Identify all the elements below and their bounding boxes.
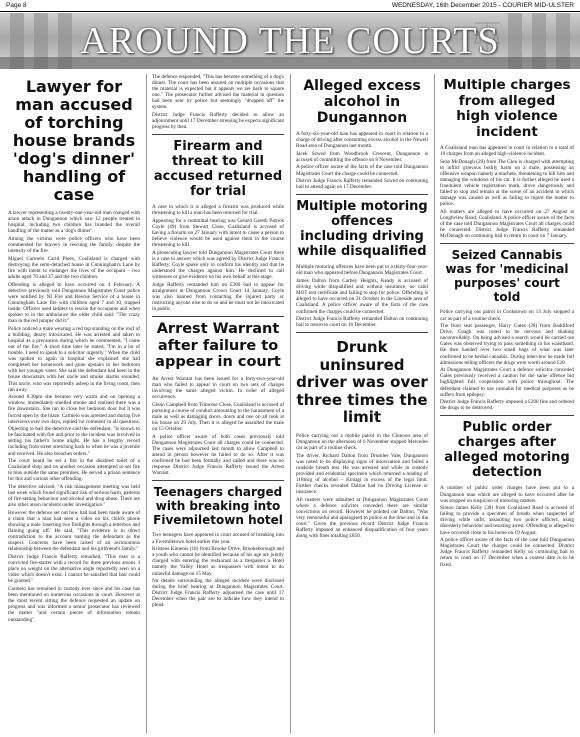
- story-multiple: [440, 78, 574, 239]
- paragraph: Police carrying out patrol in Cookstown on 13 July stopped a car as part of a routine check.: [440, 309, 574, 322]
- paragraph: A lawyer representing a twenty-one-year-old man charged with arson attack in Dungannon which saw 12 people treated in hospital, including two children has branded the overall handling of the matter as a 'dog's dinner'.: [8, 210, 140, 235]
- paragraph: All matters are alleged to have occurred on 27 August at Loughview Road, Coalisland. A police officer aware of the facts of the case told Dungannon Magistrates Court all charges could be connected. District Judge Francis Rafferty remanded McDonagh on continuing bail to return to court on 7 January.: [440, 208, 574, 240]
- paragraph: A Coalisland man has appeared in court in relation to a total of 10 charges from an alleged high-violence incident.: [440, 145, 574, 158]
- column-rule: [146, 74, 147, 733]
- headline: Firearm and threat to kill accused returned for trial: [153, 139, 283, 200]
- paragraph: A police officer aware of both cases previously told Dungannon Magistrates Court all charges could be connected. The cases were adjourned last month to allow Campbell to attend in person however he failed to do so. After it was confirmed he had been formally and called and there was no response District Judge Francis Rafferty issued the Arrest Warrant.: [152, 433, 284, 477]
- headline: Drunk uninsured driver was over three times the limit: [296, 338, 428, 427]
- column-4: [440, 74, 574, 569]
- story-lawyer: [8, 78, 140, 623]
- story-divider: [152, 134, 284, 135]
- paragraph: The court heard he set a fire in the disabled toilet of a Coalisland shop and on another occasion attempted to set fire to bins outside the same premises. He served a prison sentence for this and various other offending.: [8, 458, 140, 483]
- paragraph: Police carrying out a mobile patrol in the Clonoon area of Dungannon on the afternoon of 6 November stopped Mercedes car as part of a routine check.: [296, 432, 428, 451]
- paragraph: District Judge Francis Rafferty decided to allow an adjournment until 17 December stressing he expects significant progress by then.: [152, 112, 284, 131]
- paragraph: Kristens Kimenis (18) from Brooke Drive, Brookeborough and a youth who cannot be identified because of his age are jointly charged with entering the restaurant as a trespasser a Hotel namely the Valley Hotel as trespassers with intent to do unlawful damage on 15 May.: [152, 546, 284, 577]
- paragraph: Judge Rafferty remanded him on £300 bail to appear for arraignment at Dungannon Crown Court 14 January. Coyle was also banned from contacting the injured party or instructing anyone else to do so and he must not be intoxicated in public.: [152, 281, 284, 313]
- paragraph: At Dungannon Magistrates Court a defence solicitor conceded Gates previously received a caution for the same offence but highlighted full cooperation with police throughout. The defendant claimed to use cannabis for medical purposes as he suffers from epilepsy.: [440, 367, 574, 398]
- story-divider: [440, 243, 574, 244]
- issue-date: WEDNESDAY, 16th December 2015 - COURIER MID-ULSTER: [391, 2, 574, 9]
- headline: Seized Cannabis was for 'medicinal purposes' court told: [445, 248, 569, 305]
- headline: Arrest Warrant after failure to appear in court: [155, 321, 281, 371]
- headline: Public order charges after alleged motoring detection: [444, 420, 570, 481]
- story-drunk: [296, 339, 428, 539]
- headline: Multiple charges from alleged high violence incident: [443, 77, 571, 140]
- headline: Teenagers charged with breaking into Fivemiletown hotel: [153, 485, 283, 528]
- story-arrest: [152, 321, 284, 476]
- paragraph: James Dalton from Carbey Heights, Keady is accused of driving while disqualified and without insurance, no valid MOT test certificate and failing to stop for police. Offending is alleged to have occurred on 31 October in the Lineside area of Coalisland. A police officer aware of the facts of the case confirmed the charges could be connected.: [296, 278, 428, 315]
- paragraph: A prosecuting lawyer told Dungannon Magistrates Court there is a case to answer which was agreed by District Judge Francis Rafferty. Coyle spoke only to confirm his identity and that he understood the charges against him. He declined to call witnesses or give evidence on his own behalf at this stage.: [152, 250, 284, 281]
- page-header: [0, 0, 580, 12]
- paragraph: Multiple motoring offences have been put to a thirty-four-year-old man who appeared before Dungannon Magistrates Court.: [296, 264, 428, 277]
- paragraph: However the defence set out how bail had been made aware of a claim that a man had seen a video on his child's phone showing a male 'inserting two firelights through a letterbox and flaming going off.' He said, "This evidence is in direct contradiction to the account naming the defendant as the suspect. Concerns have been raised of an acrimonious relationship between the defendant and his girlfriend's family.": [8, 509, 140, 553]
- paragraph: District Judge Francis Rafferty remanded Dalton on continuing bail to return to court on 16 December.: [296, 316, 428, 329]
- paragraph: District Judge Francis Rafferty imposed a £200 fine and ordered the drugs to be destroyed.: [440, 399, 574, 412]
- paragraph: No details surrounding the alleged incident were disclosed during the brief hearing at Dungannon Magistrates Court. District Judge Francis Rafferty adjourned the case until 17 December when the pair are to indicate how they intend to plead.: [152, 578, 284, 609]
- paragraph: Objecting to bail the detective said the defendant, "Is known to be fascinated with fire and prior to the incident was involved in setting his father's home alight. He has a lengthy record including from street stretching back to when he was a juvenile and received. He also breaches orders.": [8, 426, 140, 457]
- story-divider: [296, 332, 428, 333]
- story-divider: [152, 316, 284, 317]
- banner-title: AROUND THE COURTS: [80, 20, 500, 62]
- paragraph: Around 8.30pm she became very warm and on opening a window, immediately smelled smoke and realised there was a fire downstairs. She ran to close her bedroom door but it was forced open by the blaze. Carmelo was arrested and during five interviews over two days, replied 'no comment' to all questions.: [8, 394, 140, 425]
- header-rule: [0, 11, 580, 12]
- paragraph: The detective advised, "A risk management meeting was held last week which found significant risk of serious harm, patterns of fire-setting behaviour and alcohol and drug abuse. There are also other arson incidents under investigation.": [8, 484, 140, 509]
- headline: Multiple motoring offences including driving while disqualified: [296, 199, 428, 260]
- story-public: [440, 420, 574, 567]
- paragraph: District Judge Francis Rafferty remarked, "This man is a convicted fire-starter with a record for three previous arsons. I place no weight on the alternative angle reportedly seen on a video which doesn't exist. I cannot be satisfied that bail could be granted.": [8, 554, 140, 585]
- paragraph: A number of public order charges have been put to a Dungannon man which are alleged to have occurred after he was stopped on suspicion of motoring matters.: [440, 485, 574, 504]
- paragraph: Jacek Szwed from Woodbrook Crescent, Dungannon is accused of committing the offence on 8 November.: [296, 150, 428, 163]
- story-teens: [152, 485, 284, 608]
- paragraph: Appearing for a committal hearing was Gerard Gareth Patrick Coyle (49) from Stewart Close, Coalisland is accused of having a firearm on 27 January with intent to cause a person to believe violence would be used against them in the course threatening to kill.: [152, 218, 284, 249]
- paragraph: A police officer aware of the facts of the case told Dungannon Magistrates Court the charges could be connected. District Judge Francis Rafferty remanded Kelly on continuing bail to return to court on 17 December when a contest date is to be fixed.: [440, 537, 574, 568]
- story-cannabis: [440, 248, 574, 411]
- paragraph: The defence responded, "This has become something of a dog's dinner. The court has been assured on multiple occasions that the material is expected but it appears we are back to square one." The prosecutor further advised the material in question had been sent by police but seemingly "dropped off" the system.: [152, 74, 284, 111]
- paragraph: Offending is alleged to have occurred on 4 February. A detective previously told Dungannon Magistrates Court police were notified by NI Fire and Rescue Service of a house in Cunningham Lane fire with children aged 7 and 10, trapped inside. Officers used ladders to rescue the occupants and when spoken to in the ambulance the older child said: "The crazy man in the red jumper did it.": [8, 281, 140, 325]
- paragraph: Glenn Campbell from Trimrose Close, Coalisland is accused of pursuing a course of conduct amounting to the harassment of a male as well as damaging doors, doors and one on all took at his house on 29 July. Then it is alleged he assaulted the male on 15 October.: [152, 401, 284, 433]
- paragraph: Two teenagers have appeared in court accused of breaking into a Fivemiletown hotel earlier this year.: [152, 532, 284, 545]
- paragraph: Among the victims were police officers who have been commended for bravery in rescuing the family, despite the intensity of the fire.: [8, 235, 140, 255]
- paragraph: Miguel Carmelo Carid Ploes, Coalisland is charged with destroying the semi-detached house in Cunningham's Lane by fire with intent to endanger the lives of the occupant – two adults aged 70 and 37 and the two children.: [8, 255, 140, 280]
- paragraph: An Arrest Warrant has been issued for a forty-two-year-old man who failed to appear in court on two sets of charges involving the same alleged victim. In order of alleged occurrence.: [152, 375, 284, 401]
- column-1: [8, 74, 140, 624]
- paragraph: A case in which it is alleged a firearm was produced while threatening to kill a man has been returned for trial.: [152, 204, 284, 217]
- headline: Alleged excess alcohol in Dungannon: [303, 78, 421, 126]
- column-2: [152, 74, 284, 610]
- story-divider: [152, 480, 284, 481]
- paragraph: Police noticed a male wearing a red top standing on the roof of a building, dearly intoxicated. He was arrested and taken to hospital as a precaution during which he commented, "I came out of the fire." A short time later he stated, "I'm in a lot of trouble. I need to speak to a solicitor urgently." When the child was spoken to again in hospital she explained she had completed her homework and gone upstairs to her bedroom with her younger sister. She said the defendant had been in the house downstairs with her uncle and smoke alarms sounded. This uncle, who was reportedly asleep in the living room, then ran away.: [8, 325, 140, 393]
- paragraph: District Judge Francis Rafferty remanded Szwed on continuing bail to attend again on 17 December.: [296, 178, 428, 191]
- section-banner: [0, 13, 580, 69]
- column-3: [296, 74, 428, 541]
- story-divider: [440, 415, 574, 416]
- paragraph: A police officer aware of the facts of the case told Dungannon Magistrates Court the charge could be connected.: [296, 164, 428, 177]
- paragraph: Sean McDonagh (29) from The Glen is charged with attempting to inflict grievous bodily harm on a male, possessing an offensive weapon namely a machete, threatening to kill him and damaging the windows of his car. It is further alleged he used a fraudulent vehicle registration mark, drove dangerously and failed to stop and remain at the scene of an accident in which damage was caused as well as failing to report the matter to police.: [440, 158, 574, 208]
- column-rule: [434, 74, 435, 733]
- paragraph: All matters were admitted at Dungannon Magistrates Court where a defence solicitor conceded there are similar convictions on record. However he pointed out Dalton, "Was very remorseful and apologised to police at the time and in the court." Given the previous record District Judge Francis Rafferty imposed an enhanced disqualification of four years along with fines totalling £850.: [296, 496, 428, 540]
- paragraph: Carmelo has remained in custody ever since and his case has been mentioned on numerous occasions in court. However at the most recent sitting the defence requested an update on progress and was informed a senior prosecutor has reviewed the matter "and certain pieces of information remain outstanding".: [8, 586, 140, 623]
- story-divider: [296, 194, 428, 195]
- paragraph: A forty-six-year-old man has appeared in court in relation to a charge of driving after consuming excess alcohol in the Newell Road area of Dungannon last month.: [296, 131, 428, 150]
- story-disqualified: [296, 199, 428, 328]
- story-firearm: [152, 139, 284, 312]
- headline: Lawyer for man accused of torching house brands 'dog's dinner' handling of case: [12, 77, 136, 204]
- paragraph: The driver, Richard Dalton from Drumlee Vale, Dungannon was noted to be displaying signs of intoxication and failed a roadside breath test. He was arrested and while in custody provided and evidential specimen which returned a reading of 118mcg of alcohol – Konagi in excess of the legal limit. Further checks revealed Dalton had no Driving License or insurance.: [296, 452, 428, 496]
- paragraph: Simon James Kelly (38) from Coalisland Road is accused of failing to provide a specimen of breath when suspected of driving while unfit, assaulting two police officers, using disorderly behaviour and resisting arrest. Offending is alleged to have occurred close to his home on 19 August.: [440, 505, 574, 536]
- page-number: Page 8: [6, 2, 27, 9]
- paragraph: The front seat passenger, Harry Gates (28) from Baddiford Drive, Coagh was noted to be nervous and shaking uncontrollably. On being advised a search would be carried out Gates was observed trying to pass something in his waistband. He then handed over two small bags of what was later confirmed to be herbal cannabis. During interview he made full admissions telling officers the drugs were worth around £20.: [440, 323, 574, 366]
- story-alcohol: [296, 78, 428, 190]
- column-rule: [290, 74, 291, 733]
